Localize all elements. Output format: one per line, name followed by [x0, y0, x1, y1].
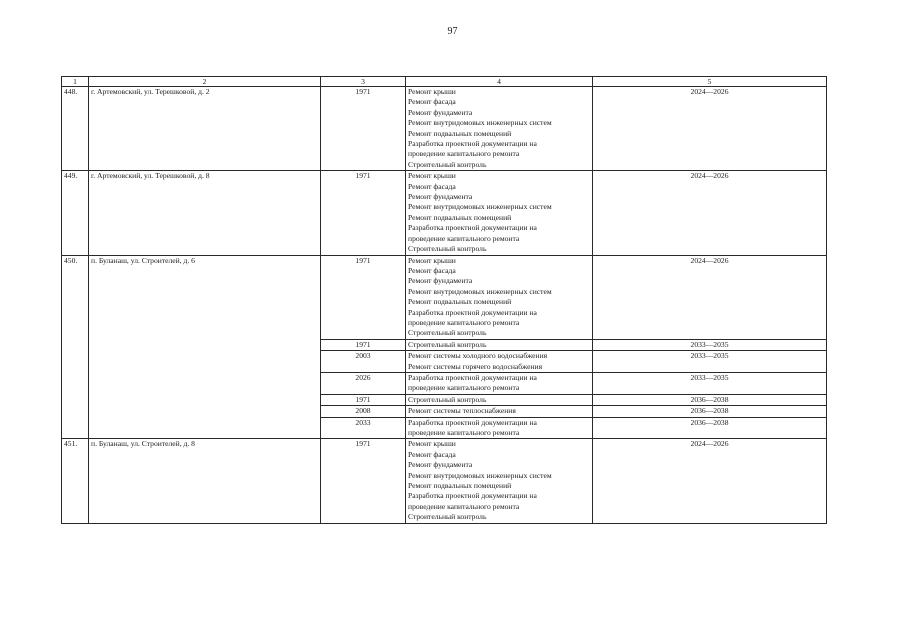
work-item: проведение капитального ремонта — [408, 149, 520, 159]
header-row — [62, 77, 827, 87]
work-item: Ремонт подвальных помещений — [408, 297, 512, 307]
work-item: Ремонт фасада — [408, 181, 456, 191]
entry-address: п. Буланаш, ул. Строителей, д. 8 — [89, 439, 321, 523]
repair-period: 2033—2035 — [593, 339, 827, 350]
entry-address: г. Артемовский, ул. Терешковой, д. 2 — [89, 87, 321, 171]
entry-number: 451. — [62, 439, 89, 523]
build-year: 1971 — [321, 394, 406, 405]
work-item: Ремонт крыши — [408, 171, 456, 181]
works-cell — [406, 351, 593, 373]
work-item: Ремонт подвальных помещений — [408, 128, 512, 138]
build-year: 1971 — [321, 171, 406, 255]
repair-period: 2033—2035 — [593, 351, 827, 373]
works-cell — [406, 394, 593, 405]
work-item: Строительный контроль — [408, 244, 487, 254]
work-item: Разработка проектной документации на — [408, 491, 537, 501]
work-item: Ремонт фундамента — [408, 107, 473, 117]
column-header: 5 — [593, 77, 827, 87]
column-header: 2 — [89, 77, 321, 87]
table-row — [62, 87, 827, 171]
work-item: Разработка проектной документации на — [408, 417, 537, 427]
work-item: Ремонт крыши — [408, 255, 456, 265]
work-item: Ремонт внутридомовых инженерных систем — [408, 470, 552, 480]
repair-period: 2024—2026 — [593, 439, 827, 523]
build-year: 1971 — [321, 255, 406, 339]
work-item: Ремонт внутридомовых инженерных систем — [408, 202, 552, 212]
column-header: 1 — [62, 77, 89, 87]
work-item: Ремонт системы теплоснабжения — [408, 406, 516, 416]
repair-period: 2024—2026 — [593, 87, 827, 171]
works-cell — [406, 417, 593, 439]
repair-period: 2036—2038 — [593, 417, 827, 439]
work-item: Ремонт системы холодного водоснабжения — [408, 351, 548, 361]
work-item: Строительный контроль — [408, 394, 487, 404]
work-item: Строительный контроль — [408, 512, 487, 522]
build-year: 1971 — [321, 339, 406, 350]
work-item: Строительный контроль — [408, 339, 487, 349]
table-row — [62, 255, 827, 339]
work-item: Разработка проектной документации на — [408, 223, 537, 233]
work-item: Ремонт фундамента — [408, 276, 473, 286]
works-cell — [406, 255, 593, 339]
work-item: Ремонт внутридомовых инженерных систем — [408, 118, 552, 128]
build-year: 1971 — [321, 87, 406, 171]
repair-period: 2024—2026 — [593, 171, 827, 255]
work-item: проведение капитального ремонта — [408, 233, 520, 243]
entry-number: 450. — [62, 255, 89, 439]
works-cell — [406, 439, 593, 523]
work-item: Ремонт внутридомовых инженерных систем — [408, 286, 552, 296]
entry-address: п. Буланаш, ул. Строителей, д. 6 — [89, 255, 321, 439]
work-item: Разработка проектной документации на — [408, 139, 537, 149]
work-item: Ремонт крыши — [408, 87, 456, 96]
build-year: 2026 — [321, 372, 406, 394]
table-row — [62, 171, 827, 255]
work-item: проведение капитального ремонта — [408, 383, 520, 393]
works-cell — [406, 339, 593, 350]
work-item: Строительный контроль — [408, 159, 487, 169]
entry-address: г. Артемовский, ул. Терешковой, д. 8 — [89, 171, 321, 255]
repair-period: 2033—2035 — [593, 372, 827, 394]
work-item: Строительный контроль — [408, 328, 487, 338]
build-year: 2033 — [321, 417, 406, 439]
repair-period: 2024—2026 — [593, 255, 827, 339]
work-item: Ремонт подвальных помещений — [408, 481, 512, 491]
works-cell — [406, 87, 593, 171]
build-year: 2008 — [321, 406, 406, 417]
build-year: 2003 — [321, 351, 406, 373]
column-header: 4 — [406, 77, 593, 87]
work-item: проведение капитального ремонта — [408, 501, 520, 511]
works-cell — [406, 372, 593, 394]
column-header: 3 — [321, 77, 406, 87]
work-item: проведение капитального ремонта — [408, 317, 520, 327]
work-item: Ремонт фасада — [408, 265, 456, 275]
repair-period: 2036—2038 — [593, 406, 827, 417]
work-item: Разработка проектной документации на — [408, 372, 537, 382]
work-item: Ремонт фасада — [408, 449, 456, 459]
capital-repair-table — [61, 76, 827, 524]
table-body — [62, 87, 827, 524]
work-item: Ремонт фундамента — [408, 460, 473, 470]
work-item: Разработка проектной документации на — [408, 307, 537, 317]
repair-period: 2036—2038 — [593, 394, 827, 405]
works-cell — [406, 406, 593, 417]
work-item: Ремонт крыши — [408, 439, 456, 449]
entry-number: 449. — [62, 171, 89, 255]
table-row — [62, 439, 827, 523]
page-number: 97 — [447, 26, 458, 37]
works-cell — [406, 171, 593, 255]
build-year: 1971 — [321, 439, 406, 523]
work-item: Ремонт подвальных помещений — [408, 212, 512, 222]
work-item: Ремонт фундамента — [408, 192, 473, 202]
work-item: Ремонт системы горячего водоснабжения — [408, 361, 543, 371]
entry-number: 448. — [62, 87, 89, 171]
work-item: проведение капитального ремонта — [408, 428, 520, 437]
work-item: Ремонт фасада — [408, 97, 456, 107]
